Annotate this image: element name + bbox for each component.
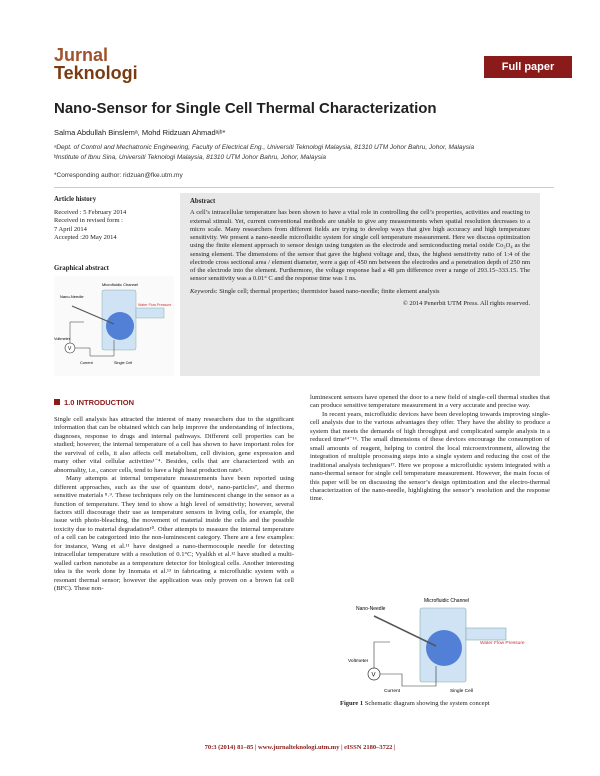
left-column (54, 416, 294, 594)
abstract-box (180, 193, 540, 376)
figure-cell-label: Single Cell (450, 689, 473, 694)
authors: Salma Abdullah Binslemᵃ, Mohd Ridzuan Ahmadᵃʲᵇ* (54, 128, 226, 137)
abstract-text: A cell’s intracellular temperature has been shown to have a vital role in controlling the cell’s properties, activities and reacting to external stimuli. Yet, current conventional methods are unable to give any measurements when spatial resolution decreases to a micro scale. Many researchers from different fields are trying to develop ways that give high accuracy and high temperature sensitivity. We present a nano-needle microfluidic system for single cell temperature measurement. Here we discuss optimization using the finite element approach to sensor design using tungsten as the electrode and semiconducting metal oxide Co₃O₄ as the sensing element. The dimensions of the sensor that gave the highest voltage and, thus, the highest sensitivity ratio of 1:4 of the electrode cross sectional area / element diameter, were a gap of 450 nm between the electrodes and a penetration depth of 250 nm of the electrode into the element. Furthermore, the voltage response had a 48 µm difference over a range of 293.15–333.15. The sensor sensitivity was a 0.01° C and the response time was 1 ns. (190, 209, 530, 283)
divider (54, 187, 554, 188)
figure-channel-label: Microfluidic Channel (424, 598, 470, 604)
paragraph: Single cell analysis has attracted the interest of many researchers due to the significant information that can be obtained which can help improve the understanding of infections, diagnoses, response to drugs and internal pathways. Different cell properties can be studied; however, the internal temperature of a cell has shown to have important roles for the survival of cells, it also affects cell metabolism, cell division, gene expression and many other vital cellular activities¹⁻⁴. Besides, cells that are characterized with an abnormality, i.e., cancer cells, tend to have a high heat production rate⁵. (54, 416, 294, 474)
full-paper-badge: Full paper (484, 56, 572, 78)
ga-nano-needle-label: Nano-Needle (60, 294, 84, 299)
journal-name-line1: Jurnal (54, 45, 109, 65)
paper-title: Nano-Sensor for Single Cell Thermal Characterization (54, 100, 437, 117)
ga-current-label: Current (80, 361, 93, 365)
history-line: Accepted :20 May 2014 (54, 234, 117, 242)
journal-logo (54, 46, 138, 82)
history-line: 7 April 2014 (54, 225, 87, 233)
graphical-abstract-figure (54, 276, 174, 376)
figure-voltmeter-label: Voltmeter (348, 659, 369, 664)
figure-caption-text: Schematic diagram showing the system concept (363, 700, 490, 707)
corresponding-author: *Corresponding author: ridzuan@fke.utm.my (54, 172, 183, 179)
section-marker-icon (54, 399, 60, 405)
ga-channel-label: Microfluidic Channel (102, 282, 139, 287)
article-history-heading: Article history (54, 196, 97, 203)
keywords (190, 288, 530, 296)
figure-caption (340, 700, 490, 707)
article-history (54, 196, 174, 243)
figure-nano-needle-label: Nano-Needle (356, 606, 386, 612)
abstract-heading: Abstract (190, 198, 216, 205)
paragraph: luminescent sensors have opened the door to a new field of single-cell thermal studies that can produce sensitive temperature measurement in a very accurate and precise way. (310, 394, 550, 410)
section-heading-text: 1.0 INTRODUCTION (64, 398, 135, 407)
affiliation-a: ᵃDept. of Control and Mechatronic Engineering, Faculty of Electrical Eng., Universiti Teknologi Malaysia, 81310 UTM Johor Bahru, Johor, Malaysia (54, 144, 475, 151)
graphical-abstract-heading: Graphical abstract (54, 265, 109, 272)
figure-voltmeter-symbol: V (371, 672, 376, 679)
ga-voltmeter-label: Voltmeter (54, 337, 71, 341)
page-footer: 70:3 (2014) 81–85 | www.jurnalteknologi.utm.my | eISSN 2180–3722 | (204, 744, 396, 751)
ga-cell-label: Single Cell (114, 361, 133, 365)
paragraph: In recent years, microfluidic devices have been developing towards improving single-cell analysis due to the various advantages they offer. They have the ability to produce a system that meets the demands of high throughput and complicated sample analysis in a reduced time¹⁴⁻¹⁶. The small dimensions of these devices encourage the consumption of small amounts of reagent, helping to control the local microenvironment, allowing the integration of multiple processing steps into a single system and reducing the cost of the traditional analysis techniques¹⁷. Here we propose a microfluidic system integrated with a nano-thermal sensor for single cell temperature measurement. However, the main focus of this paper will be on discussing the sensor’s design optimization and the electro-thermal characterization of the nano-needle, highlighting the sensor’s resolution and the response time. (310, 410, 550, 503)
ga-flow-label: Water Flow Pressure (138, 303, 172, 307)
keywords-label: Keywords (190, 287, 216, 295)
copyright: © 2014 Penerbit UTM Press. All rights reserved. (402, 299, 530, 307)
ga-voltmeter-symbol: V (68, 346, 72, 352)
history-line: Received in revised form : (54, 217, 123, 225)
figure-flow-label: Water Flow Pressure (480, 641, 525, 646)
figure-caption-label: Figure 1 (340, 700, 364, 707)
right-column (310, 394, 550, 504)
history-line: Received : 5 February 2014 (54, 208, 127, 216)
journal-name-line2: Teknologi (54, 63, 138, 83)
affiliation-b: ᵇInstitute of Ibnu Sina, Universiti Teknologi Malaysia, 81310 UTM Johor Bahru, Johor, Malaysia (54, 154, 327, 161)
figure-1-diagram (340, 590, 540, 694)
section-heading (54, 398, 134, 407)
figure-current-label: Current (384, 689, 400, 694)
paragraph: Many attempts at internal temperature measurements have been reported using different approaches, such as the use of quantum dots⁶, nano-particles⁷, and thermo sensitive materials ⁸˒⁹. These techniques rely on the luminescent change in the sensor as a function of temperature. They tend to show a high level of sensitivity; however, several factors still discourage their use as temperature sensors in living cells, for example, the issue with photo-bleaching, the movement of material inside the cells and the possible toxicity due to material degradation¹⁰. Other attempts to measure the internal temperature of a cell can be categorized into the non-luminescent category. There are a few examples: for instance, Wang et al.¹¹ have designed a nano-thermocouple needle for detecting intracellular temperature with a resolution of 0.1°C; Vyalikh et al.¹² have studied a multi-walled carbon nanotube as a temperature detector for biological cells. Another interesting idea is the work done by Inomata et al.¹³ in fabricating a microfluidic system with a resonant thermal sensor; however the application was only proven on a brown fat cell (BFC). These non- (54, 475, 294, 593)
keywords-text: : Single cell; thermal properties; thermistor based nano-needle; finite element analysis (215, 287, 440, 295)
